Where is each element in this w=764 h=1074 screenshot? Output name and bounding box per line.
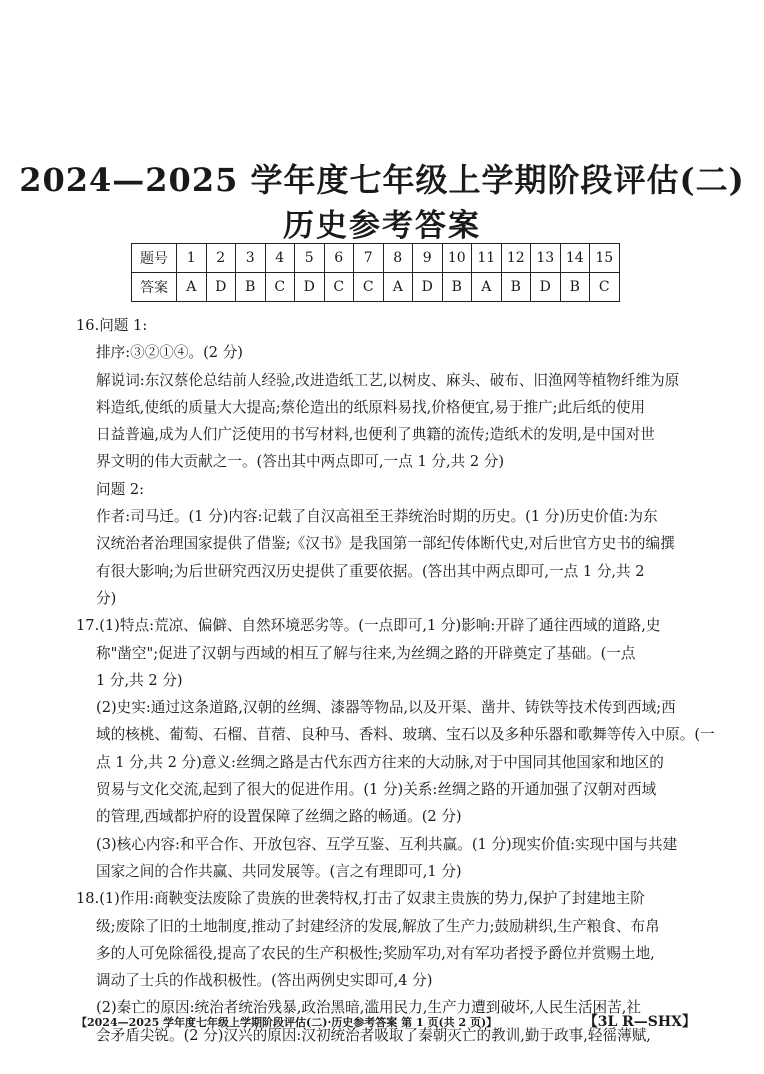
answer-table [131, 243, 620, 302]
text-line: 料造纸,使纸的质量大大提高;蔡伦造出的纸原料易找,价格便宜,易于推广;此后纸的使用 [96, 398, 646, 416]
question-number-row [132, 244, 620, 273]
answer-cell: A [472, 273, 502, 302]
answer-cell: D [295, 273, 325, 302]
question-number-cell: 11 [472, 244, 502, 273]
text-line: 问题 2: [96, 480, 145, 498]
question-number-cell: 7 [354, 244, 384, 273]
text-line: 汉统治者治理国家提供了借鉴;《汉书》是我国第一部纪传体断代史,对后世官方史书的编撰 [96, 535, 675, 553]
answer-explanations [76, 312, 715, 1049]
text-line: 会矛盾尖锐。(2 分)汉兴的原因:汉初统治者吸取了秦朝灭亡的教训,勤于政事,轻徭薄赋, [96, 1026, 651, 1044]
answer-cell: C [265, 273, 295, 302]
text-line: (3)核心内容:和平合作、开放包容、互学互鉴、互利共赢。(1 分)现实价值:实现中国与共建 [96, 835, 678, 853]
question-number-cell: 6 [324, 244, 354, 273]
text-line: 分) [96, 589, 117, 607]
question-number-cell: 5 [295, 244, 325, 273]
text-line: 国家之间的合作共赢、共同发展等。(言之有理即可,1 分) [96, 862, 462, 880]
question-number-cell: 10 [442, 244, 472, 273]
text-line: 排序:③②①④。(2 分) [96, 344, 243, 362]
text-line: 的管理,西域都护府的设置保障了丝绸之路的畅通。(2 分) [96, 808, 462, 826]
text-line: (2)史实:通过这条道路,汉朝的丝绸、漆器等物品,以及开渠、凿井、铸铁等技术传到西域;西 [96, 699, 676, 717]
text-line: 调动了士兵的作战积极性。(答出两例史实即可,4 分) [96, 972, 433, 990]
answer-cell: A [383, 273, 413, 302]
answer-cell: D [206, 273, 236, 302]
text-line: 称"凿空";促进了汉朝与西域的相互了解与往来,为丝绸之路的开辟奠定了基础。(一点 [96, 644, 636, 662]
text-line: 17.(1)特点:荒凉、偏僻、自然环境恶劣等。(一点即可,1 分)影响:开辟了通往西域的道路,史 [76, 617, 661, 635]
document-title: 2024—2025 学年度七年级上学期阶段评估(二) [19, 161, 745, 199]
answer-row [132, 273, 620, 302]
answer-cell: A [177, 273, 207, 302]
question-number-cell: 3 [236, 244, 266, 273]
text-line: 18.(1)作用:商鞅变法废除了贵族的世袭特权,打击了奴隶主贵族的势力,保护了封建地主阶 [76, 890, 645, 908]
question-number-cell: 12 [501, 244, 531, 273]
question-number-cell: 4 [265, 244, 295, 273]
text-line: 界文明的伟大贡献之一。(答出其中两点即可,一点 1 分,共 2 分) [96, 453, 505, 471]
question-number-cell: 9 [413, 244, 443, 273]
question-number-cell: 15 [590, 244, 620, 273]
question-number-cell: 1 [177, 244, 207, 273]
text-line: 日益普遍,成为人们广泛使用的书写材料,也便利了典籍的流传;造纸术的发明,是中国对世 [96, 426, 655, 444]
answer-cell: B [236, 273, 266, 302]
text-line: 域的核桃、葡萄、石榴、苜蓿、良种马、香料、玻璃、宝石以及多种乐器和歌舞等传入中原。(一 [96, 726, 715, 744]
answer-cell: C [354, 273, 384, 302]
answer-cell: B [560, 273, 590, 302]
document-subtitle: 历史参考答案 [283, 208, 481, 244]
text-line: (2)秦亡的原因:统治者统治残暴,政治黑暗,滥用民力,生产力遭到破坏,人民生活困苦,社 [96, 999, 641, 1017]
text-line: 作者:司马迁。(1 分)内容:记载了自汉高祖至王莽统治时期的历史。(1 分)历史价值:为东 [96, 508, 658, 526]
text-line: 1 分,共 2 分) [96, 671, 183, 689]
question-number-cell: 8 [383, 244, 413, 273]
text-line: 16.问题 1: [76, 317, 148, 334]
footer-code: 【3L R—SHX】 [583, 1014, 696, 1030]
answer-cell: C [590, 273, 620, 302]
footer-text: 【2024—2025 学年度七年级上学期阶段评估(二)·历史参考答案 第 1 页(共 2 页)】 [76, 1016, 498, 1029]
answer-cell: B [442, 273, 472, 302]
question-number-cell: 2 [206, 244, 236, 273]
answer-cell: B [501, 273, 531, 302]
text-line: 贸易与文化交流,起到了很大的促进作用。(1 分)关系:丝绸之路的开通加强了汉朝对西域 [96, 781, 657, 799]
answer-header: 答案 [132, 273, 177, 302]
question-number-cell: 14 [560, 244, 590, 273]
answer-cell: C [324, 273, 354, 302]
page-footer [76, 1014, 696, 1030]
text-line: 解说词:东汉蔡伦总结前人经验,改进造纸工艺,以树皮、麻头、破布、旧渔网等植物纤维为原 [96, 371, 680, 389]
text-line: 点 1 分,共 2 分)意义:丝绸之路是古代东西方往来的大动脉,对于中国同其他国家和地区的 [96, 753, 664, 771]
text-line: 有很大影响;为后世研究西汉历史提供了重要依据。(答出其中两点即可,一点 1 分,共 2 [96, 562, 645, 580]
question-number-header: 题号 [132, 244, 177, 273]
answer-cell: D [413, 273, 443, 302]
text-line: 级;废除了旧的土地制度,推动了封建经济的发展,解放了生产力;鼓励耕织,生产粮食、布帛 [96, 917, 660, 935]
answer-cell: D [531, 273, 561, 302]
text-line: 多的人可免除徭役,提高了农民的生产积极性;奖励军功,对有军功者授予爵位并赏赐土地, [96, 944, 655, 962]
question-number-cell: 13 [531, 244, 561, 273]
